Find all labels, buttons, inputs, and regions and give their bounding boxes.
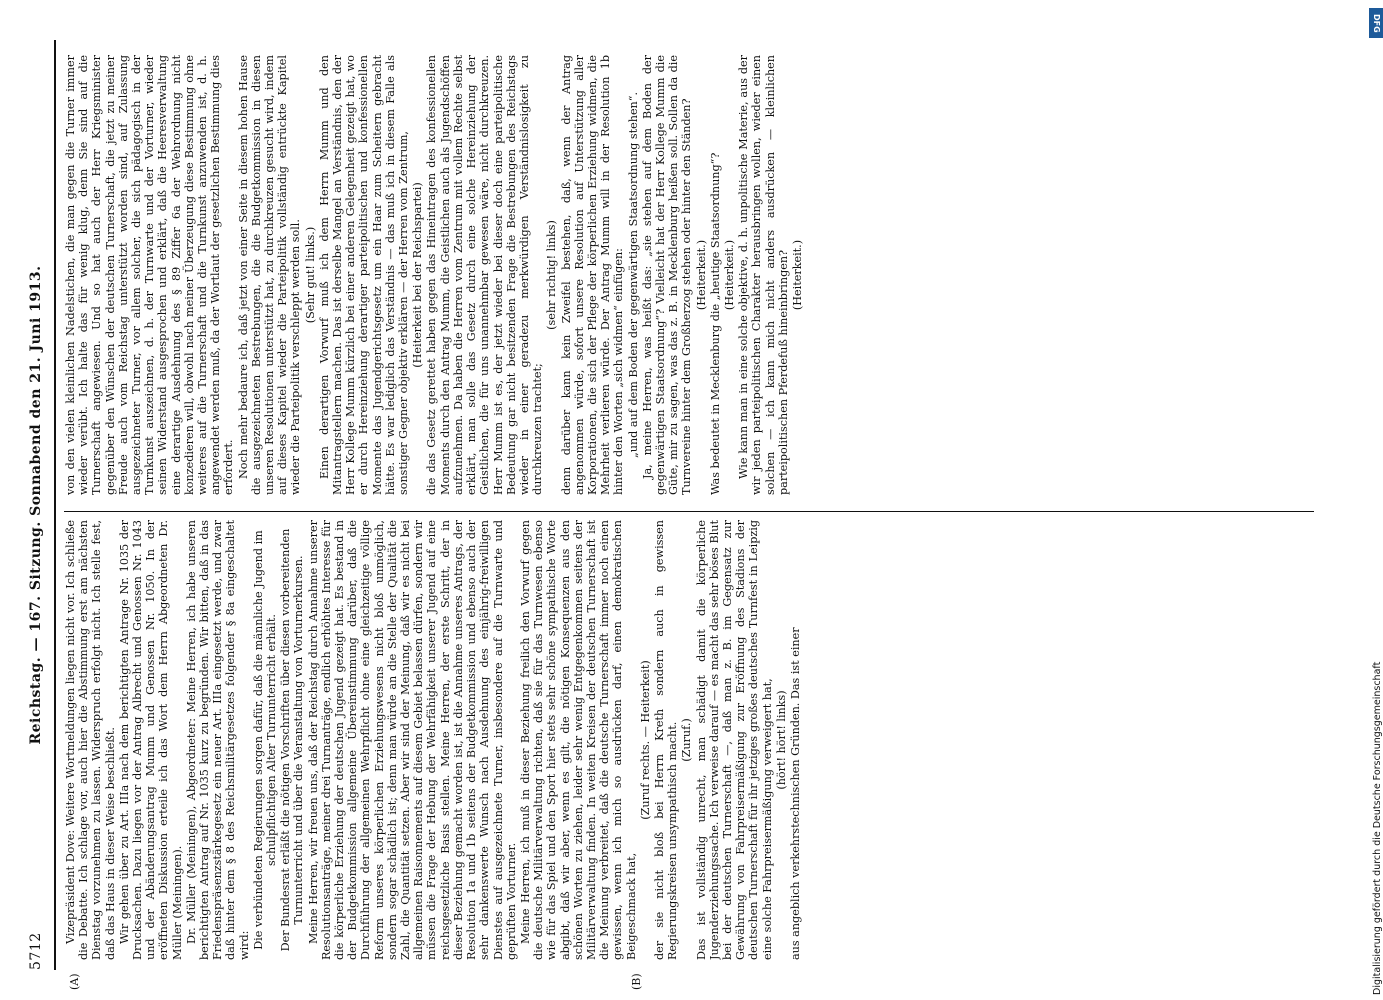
interjection: (Zuruf.) bbox=[680, 718, 694, 762]
header-rule bbox=[54, 40, 56, 970]
paragraph: Einen derartigen Vorwurf muß ich dem Herrn Mumm und den Mitantragstellern machen. Das ist derselbe Mangel an Verständnis, den der Herr Kollege Mumm kürzlich bei einer anderen Gelegenheit gezeigt hat, wo er durch Hereinziehung derartiger parteipolitischen und konfessionellen Momente das Jugendgerichtsgesetz um ein Haar zum Scheitern gebracht hätte. Es war lediglich das Verständnis — das muß ich in diesem Falle als sonstiger Gegner objektiv erklären — der Herren vom Zentrum, bbox=[317, 55, 411, 495]
interjection: (sehr richtig! links) bbox=[545, 220, 559, 330]
quoted-paragraph: „und auf dem Boden der gegenwärtigen Staatsordnung stehen“. bbox=[626, 91, 640, 459]
interjection: (Zuruf rechts. — Heiterkeit) bbox=[638, 660, 652, 820]
page-title: Reichstag. — 167. Sitzung. Sonnabend den 21. Juni 1913. bbox=[28, 265, 44, 745]
interjection: (hört! hört! links) bbox=[774, 690, 788, 790]
paragraph: Noch mehr bedaure ich, daß jetzt von einer Seite in diesem hohen Hause die ausgezeichneten Bestrebungen, die die Budgetkommission in diesen unseren Resolutionen unterstützt hat, zu durchkreuzen gesucht wird, indem auf dieses Kapitel wieder die Parteipolitik vollständig entrückte Kapitel wieder die Parteipolitik verschleppt werden soll. bbox=[236, 55, 303, 495]
interjection: (Heiterkeit.) bbox=[722, 239, 736, 311]
paragraph: die das Gesetz gerettet haben gegen das Hineintragen des konfessionellen Moments durch den Antrag Mumm, die Geistlichen auch als Jugendschöffen aufzunehmen. Da haben die Herren vom Zentrum mit vollem Rechte selbst erklärt, man solle das Gesetz durch eine solche Hereinziehung der Geistlichen, die für uns unannehmbar gewesen wäre, nicht durchkreuzen. Herr Mumm ist es, der jetzt wieder bei dieser doch eine parteipolitische Bedeutung gar nicht besitzenden Frage die Bestrebungen des Reichstags wieder in einer geradezu merkwürdigen Verständnislosigkeit zu durchkreuzen trachtet; bbox=[425, 55, 545, 495]
paragraph: Dr. Müller (Meiningen), Abgeordneter: Meine Herren, ich habe unseren berichtigten Antrag auf Nr. 1035 kurz zu begründen. Wir bitten, daß in das Friedenspräsenzstärkegesetz ein neuer Art. IIIa eingesetzt werde, und zwar daß hinter dem § 8 des Reichsmilitärgesetzes folgender § 8a eingeschaltet wird: bbox=[184, 520, 251, 960]
page-number: 5712 bbox=[28, 932, 44, 970]
paragraph: von den vielen kleinlichen Nadelstichen, die man gegen die Turner immer wieder verübt. Ich halte das für wenig klug, denn Sie sind auf die Turnerschaft angewiesen. Und so hat auch der Herr Kriegsminister gegenüber den Wünschen der deutschen Turnerschaft, die jetzt zu meiner Freude auch vom Reichstag unterstützt worden sind, auf Zulassung ausgezeichneter Turner, vor allem solcher, die sich pädagogisch in der Turnkunst auszeichnen, d. h. der Turnwarte und der Vorturner, wieder seinen Widerstand ausgesprochen und erklärt, daß die Heeresverwaltung eine derartige Ausdehnung des § 89 Ziffer 6a der Wehrordnung nicht konzedieren will, obwohl nach meiner Überzeugung diese Bestimmung ohne weiteres auf die Turnerschaft und die Turnkunst anzuwenden ist, d. h. angewendet werden muß, da der Wortlaut der gesetzlichen Bestimmung dies erfordert. bbox=[64, 55, 236, 495]
page-header bbox=[28, 40, 52, 970]
dfg-logo: DFG bbox=[1369, 8, 1383, 38]
quoted-paragraph: Die verbündeten Regierungen sorgen dafür, daß die männliche Jugend im schulpflichtigen Alter Turnunterricht erhält. bbox=[251, 530, 279, 950]
right-column bbox=[64, 55, 1314, 495]
interjection: (Heiterkeit.) bbox=[790, 239, 804, 311]
quoted-paragraph: Der Bundesrat erläßt die nötigen Vorschriften über diesen vorbereitenden Turnunterricht und über die Veranstaltung von Vorturnerkursen. bbox=[279, 528, 306, 952]
paragraph: aus angeblich verkehrstechnischen Gründen. Das ist einer bbox=[788, 627, 802, 960]
paragraph: der sie nicht bloß bei Herrn Kreth sondern auch in gewissen Regierungskreisen unsympathisch macht. bbox=[652, 520, 680, 960]
paragraph: Ja, meine Herren, was heißt das: „sie stehen auf dem Boden der gegenwärtigen Staatsordnung“? Vielleicht hat der Herr Kollege Mumm die Güte, mir zu sagen, was das z. B. in Mecklenburg heißen soll. Sollen da die Turnvereine hinter dem Großherzog stehen oder hinter den Ständen? bbox=[640, 55, 694, 495]
paragraph: Wie kann man in eine solche objektive, d. h. unpolitische Materie, aus der wir jeden parteipolitischen Charakter herausbringen wollen, wieder einen solchen — ich kann mich nicht anders ausdrücken — kleinlichen parteipolitischen Pferdefuß hineinbringen? bbox=[737, 55, 790, 495]
interjection: (Heiterkeit bei der Reichspartei) bbox=[411, 182, 425, 368]
paragraph: Vizepräsident Dove: Weitere Wortmeldungen liegen nicht vor. Ich schließe die Debatte. Ich schlage vor, auch hier die Abstimmung erst am nächsten Dienstag vorzunehmen zu lassen. Widerspruch erfolgt nicht. Ich stelle fest, daß das Haus in dieser Weise beschließt. bbox=[64, 520, 117, 960]
interjection: (Sehr gut! links.) bbox=[303, 226, 317, 324]
margin-marker-b: (B) bbox=[630, 973, 643, 990]
paragraph: Was bedeutet in Mecklenburg die „heutige Staatsordnung“? bbox=[708, 152, 722, 495]
margin-marker-a: (A) bbox=[68, 973, 81, 990]
paragraph: Das ist vollständig unrecht, man schädigt damit die körperliche Jugenderziehungssache. Ich verweise darauf — es macht das sehr böses Blut bei der deutschen Turnerschaft —, daß man z. B. im Gegensatz zur Gewährung von Fahrpreisermäßigung zur Eröffnung des Stadions der deutschen Turnerschaft für ihr jetziges großes deutsches Turnfest in Leipzig eine solche Fahrpreisermäßigung verweigert hat, bbox=[694, 520, 774, 960]
column-divider bbox=[64, 511, 1314, 512]
digitization-credit: Digitalisierung gefördert durch die Deutsche Forschungsgemeinschaft bbox=[1372, 661, 1383, 995]
interjection: (Heiterkeit.) bbox=[694, 239, 708, 311]
paragraph: Meine Herren, ich muß in dieser Beziehung freilich den Vorwurf gegen die deutsche Militärverwaltung richten, daß sie für das Turnwesen ebenso wie für das Spiel und den Sport hier stets sehr schöne sympathische Worte abgibt, daß wir aber, wenn es gilt, die nötigen Konsequenzen aus den schönen Worten zu ziehen, leider sehr wenig Entgegenkommen seitens der Militärverwaltung finden. In weiten Kreisen der deutschen Turnerschaft ist die Meinung verbreitet, daß die deutsche Turnerschaft immer noch einen gewissen, wenn ich mich so ausdrücken darf, einen demokratischen Beigeschmack hat, bbox=[518, 520, 638, 960]
rotated-page bbox=[20, 10, 1330, 1000]
paragraph: Wir gehen über zu Art. IIIa nach dem berichtigten Antrage Nr. 1035 der Drucksachen. Dazu liegen vor der Antrag Albrecht und Genossen Nr. 1043 und der Abänderungsantrag Mumm und Genossen Nr. 1050. In der eröffneten Diskussion erteile ich das Wort dem Herrn Abgeordneten Dr. Müller (Meiningen). bbox=[117, 520, 184, 960]
paragraph: denn darüber kann kein Zweifel bestehen, daß, wenn der Antrag angenommen würde, sofort unsere Resolution auf Unterstützung aller Korporationen, die sich der Pflege der körperlichen Erziehung widmen, die Mehrheit verlieren würde. Der Antrag Mumm will in der Resolution 1b hinter den Worten „sich widmen“ einfügen: bbox=[559, 55, 626, 495]
left-column bbox=[64, 520, 1314, 960]
paragraph: Meine Herren, wir freuen uns, daß der Reichstag durch Annahme unserer Resolutionsanträge, meiner drei Turnanträge, endlich erhöhtes Interesse für die körperliche Erziehung der deutschen Jugend gezeigt hat. Es bestand in der Budgetkommission allgemeine Übereinstimmung darüber, daß die Durchführung der allgemeinen Wehrpflicht ohne eine gleichzeitige völlige Reform unseres körperlichen Erziehungswesens nicht bloß unmöglich, sondern sogar schädlich ist; denn man würde an die Stelle der Qualität die Zahl, die Quantität setzen. Aber wir sind der Meinung, daß wir es nicht bei allgemeinen Raisonnements auf diesem Gebiet belassen dürfen, sondern wir müssen die Frage der Hebung der Wehrfähigkeit unserer Jugend auf eine reichsgesetzliche Basis stellen. Meine Herren, der erste Schritt, der in dieser Beziehung gemacht worden ist, ist die Annahme unseres Antrags, der Resolution 1a und 1b seitens der Budgetkommission und ebenso auch der sehr dankenswerte Wunsch nach Ausdehnung des einjährig-freiwilligen Dienstes auf ausgezeichnete Turner, insbesondere auf die Turnwarte und geprüften Vorturner. bbox=[306, 520, 518, 960]
